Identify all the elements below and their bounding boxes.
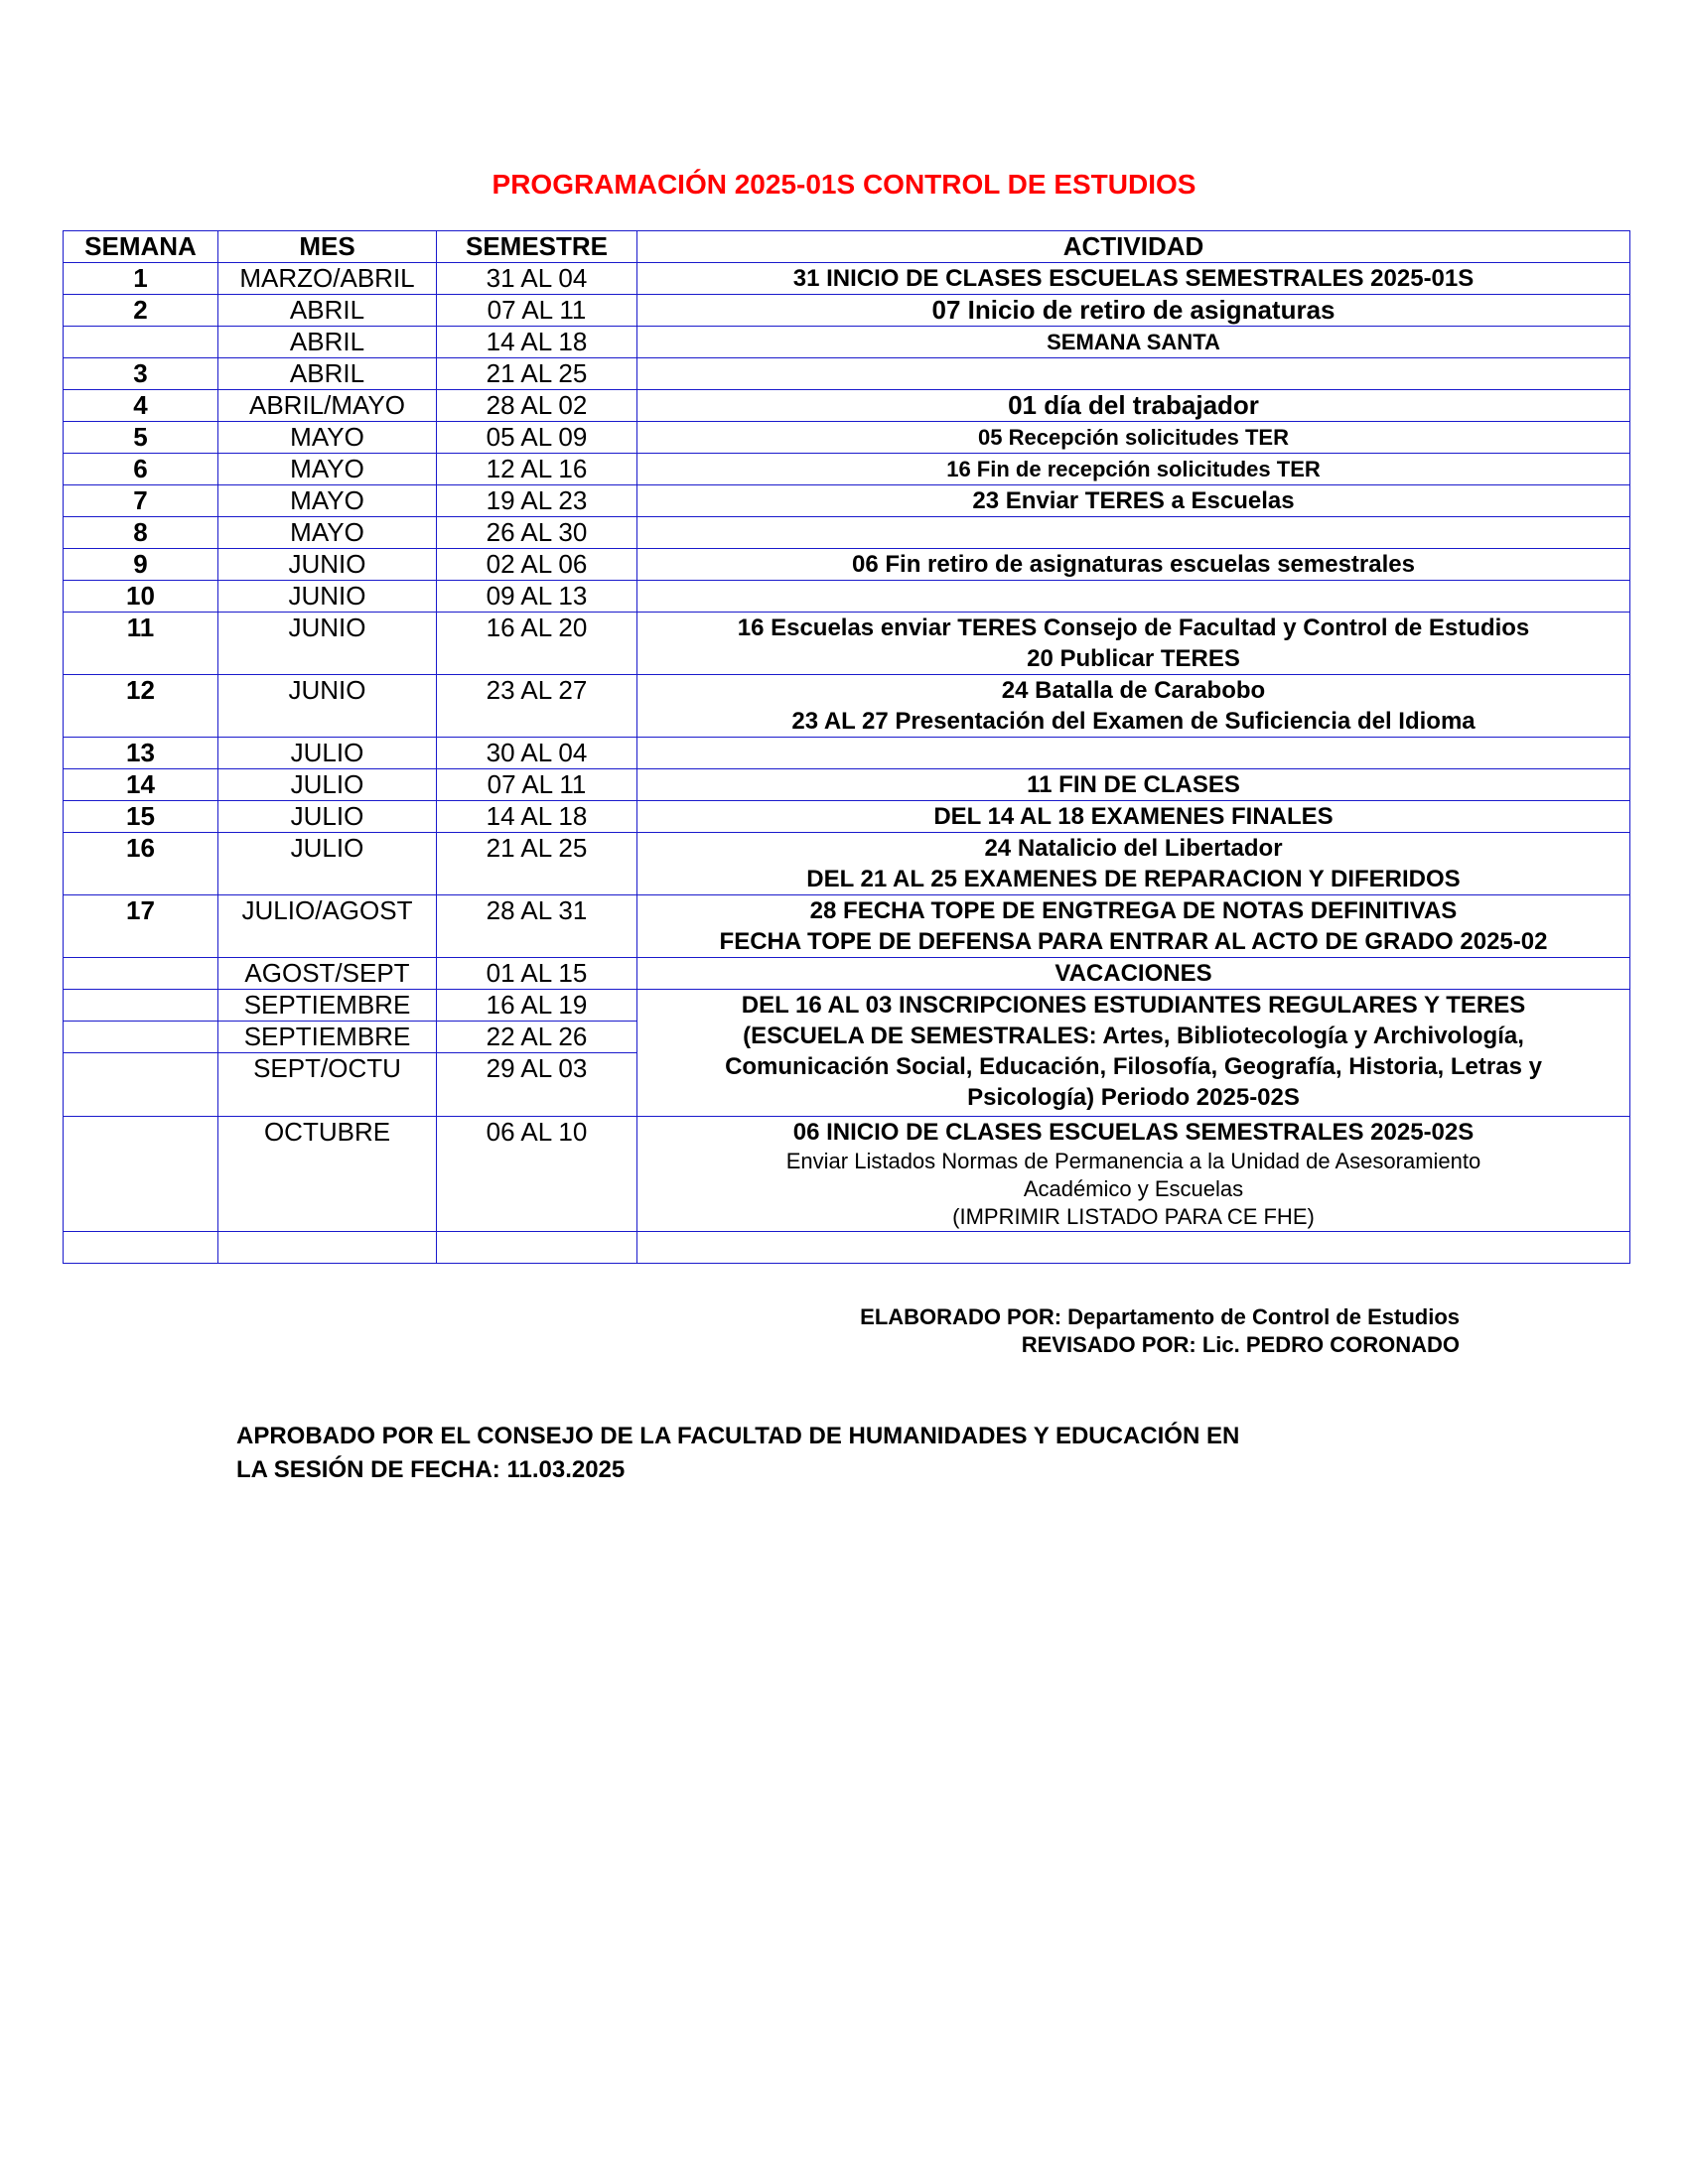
cell-mes: JUNIO	[218, 549, 437, 581]
cell-mes: SEPTIEMBRE	[218, 990, 437, 1022]
table-row	[64, 833, 1630, 895]
actividad-line: 07 Inicio de retiro de asignaturas	[931, 295, 1336, 325]
cell-semestre: 21 AL 25	[437, 358, 637, 390]
cell-mes: MAYO	[218, 454, 437, 485]
table-row	[64, 581, 1630, 613]
table-row	[64, 517, 1630, 549]
cell-semana: 6	[64, 454, 218, 485]
table-row	[64, 895, 1630, 958]
cell-semestre: 23 AL 27	[437, 675, 637, 738]
table-header-row	[64, 231, 1630, 263]
cell-semestre: 30 AL 04	[437, 738, 637, 769]
table-row	[64, 958, 1630, 990]
cell-actividad	[637, 517, 1630, 549]
cell-actividad	[637, 1117, 1630, 1232]
aprobado-line: APROBADO POR EL CONSEJO DE LA FACULTAD DE HUMANIDADES Y EDUCACIÓN EN	[236, 1423, 1240, 1449]
cell-semana	[64, 958, 218, 990]
cell-empty	[437, 1232, 637, 1264]
actividad-line: 16 Fin de recepción solicitudes TER	[946, 457, 1321, 481]
cell-semana: 7	[64, 485, 218, 517]
cell-actividad	[637, 549, 1630, 581]
cell-actividad	[637, 263, 1630, 295]
cell-actividad	[637, 958, 1630, 990]
cell-semana: 5	[64, 422, 218, 454]
cell-semestre: 07 AL 11	[437, 295, 637, 327]
actividad-line: SEMANA SANTA	[1047, 330, 1220, 354]
cell-empty	[64, 1232, 218, 1264]
cell-semestre: 01 AL 15	[437, 958, 637, 990]
table-row	[64, 263, 1630, 295]
cell-semana: 4	[64, 390, 218, 422]
table-row	[64, 769, 1630, 801]
actividad-line: 16 Escuelas enviar TERES Consejo de Facultad y Control de Estudios	[737, 614, 1530, 641]
table-row	[64, 801, 1630, 833]
table-row	[64, 613, 1630, 675]
table-row	[64, 422, 1630, 454]
cell-semana: 10	[64, 581, 218, 613]
table-row	[64, 675, 1630, 738]
elaborado-por: ELABORADO POR: Departamento de Control de Estudios	[860, 1304, 1460, 1329]
table-row	[64, 738, 1630, 769]
cell-semestre: 16 AL 19	[437, 990, 637, 1022]
table-row	[64, 990, 1630, 1022]
table-row	[64, 549, 1630, 581]
cell-semestre: 31 AL 04	[437, 263, 637, 295]
cell-semana: 14	[64, 769, 218, 801]
cell-actividad	[637, 358, 1630, 390]
cell-mes: MARZO/ABRIL	[218, 263, 437, 295]
cell-empty	[637, 1232, 1630, 1264]
cell-mes: ABRIL	[218, 358, 437, 390]
cell-actividad	[637, 738, 1630, 769]
cell-mes: JULIO	[218, 738, 437, 769]
cell-mes: JULIO/AGOST	[218, 895, 437, 958]
cell-semestre: 26 AL 30	[437, 517, 637, 549]
cell-semana: 2	[64, 295, 218, 327]
header-mes: MES	[218, 231, 437, 263]
cell-actividad	[637, 675, 1630, 738]
cell-semana: 3	[64, 358, 218, 390]
cell-semana: 9	[64, 549, 218, 581]
cell-semestre: 28 AL 31	[437, 895, 637, 958]
actividad-line: (IMPRIMIR LISTADO PARA CE FHE)	[952, 1204, 1315, 1229]
cell-mes: ABRIL/MAYO	[218, 390, 437, 422]
cell-actividad	[637, 833, 1630, 895]
actividad-line: Enviar Listados Normas de Permanencia a la Unidad de Asesoramiento	[785, 1149, 1481, 1173]
actividad-line: 23 AL 27 Presentación del Examen de Suficiencia del Idioma	[791, 708, 1476, 735]
cell-semana: 12	[64, 675, 218, 738]
cell-semestre: 12 AL 16	[437, 454, 637, 485]
actividad-line: 24 Batalla de Carabobo	[1001, 677, 1266, 704]
actividad-line: Académico y Escuelas	[1023, 1176, 1244, 1201]
cell-mes: AGOST/SEPT	[218, 958, 437, 990]
cell-mes: JUNIO	[218, 581, 437, 613]
cell-semana	[64, 327, 218, 358]
actividad-line: DEL 14 AL 18 EXAMENES FINALES	[933, 803, 1334, 830]
actividad-line: 31 INICIO DE CLASES ESCUELAS SEMESTRALES 2025-01S	[792, 265, 1475, 292]
cell-actividad	[637, 769, 1630, 801]
actividad-line: 28 FECHA TOPE DE ENGTREGA DE NOTAS DEFINITIVAS	[809, 897, 1458, 924]
header-actividad: ACTIVIDAD	[637, 231, 1630, 263]
cell-mes: SEPT/OCTU	[218, 1053, 437, 1117]
header-semestre: SEMESTRE	[437, 231, 637, 263]
cell-empty	[218, 1232, 437, 1264]
cell-semestre: 02 AL 06	[437, 549, 637, 581]
cell-mes: JULIO	[218, 833, 437, 895]
cell-semana: 11	[64, 613, 218, 675]
table-row	[64, 1117, 1630, 1232]
cell-actividad-inscripciones	[637, 990, 1630, 1117]
cell-semana	[64, 990, 218, 1022]
cell-semestre: 16 AL 20	[437, 613, 637, 675]
cell-mes: MAYO	[218, 422, 437, 454]
cell-actividad	[637, 895, 1630, 958]
cell-mes: MAYO	[218, 517, 437, 549]
aprobado-block	[236, 1420, 1239, 1487]
cell-semestre: 22 AL 26	[437, 1022, 637, 1053]
actividad-line: FECHA TOPE DE DEFENSA PARA ENTRAR AL ACTO DE GRADO 2025-02	[719, 928, 1548, 955]
cell-semana: 16	[64, 833, 218, 895]
cell-semana: 8	[64, 517, 218, 549]
table-row-empty	[64, 1232, 1630, 1264]
cell-actividad	[637, 801, 1630, 833]
table-row	[64, 485, 1630, 517]
actividad-line: (ESCUELA DE SEMESTRALES: Artes, Bibliotecología y Archivología,	[743, 1023, 1524, 1049]
actividad-line: 24 Natalicio del Libertador	[984, 835, 1283, 862]
cell-semana	[64, 1117, 218, 1232]
aprobado-line: LA SESIÓN DE FECHA: 11.03.2025	[236, 1456, 626, 1483]
cell-mes: JULIO	[218, 769, 437, 801]
cell-actividad	[637, 295, 1630, 327]
actividad-line: 23 Enviar TERES a Escuelas	[972, 487, 1295, 514]
cell-semestre: 28 AL 02	[437, 390, 637, 422]
actividad-line: 01 día del trabajador	[1008, 390, 1259, 420]
table-row	[64, 358, 1630, 390]
table-row	[64, 295, 1630, 327]
cell-actividad	[637, 390, 1630, 422]
cell-mes: SEPTIEMBRE	[218, 1022, 437, 1053]
actividad-line: 06 INICIO DE CLASES ESCUELAS SEMESTRALES 2025-02S	[792, 1119, 1475, 1146]
cell-semana: 17	[64, 895, 218, 958]
cell-mes: ABRIL	[218, 327, 437, 358]
cell-semana	[64, 1053, 218, 1117]
cell-semestre: 21 AL 25	[437, 833, 637, 895]
actividad-line: 11 FIN DE CLASES	[1027, 771, 1240, 798]
cell-actividad	[637, 422, 1630, 454]
actividad-line: VACACIONES	[1055, 960, 1212, 987]
cell-mes: OCTUBRE	[218, 1117, 437, 1232]
cell-semana: 1	[64, 263, 218, 295]
cell-actividad	[637, 454, 1630, 485]
cell-mes: ABRIL	[218, 295, 437, 327]
actividad-line: Psicología) Periodo 2025-02S	[967, 1084, 1300, 1111]
cell-actividad	[637, 327, 1630, 358]
cell-semana: 13	[64, 738, 218, 769]
schedule-table	[63, 230, 1630, 1264]
cell-mes: JUNIO	[218, 613, 437, 675]
cell-semestre: 29 AL 03	[437, 1053, 637, 1117]
table-row	[64, 327, 1630, 358]
actividad-line: 06 Fin retiro de asignaturas escuelas semestrales	[852, 551, 1415, 578]
page-title: PROGRAMACIÓN 2025-01S CONTROL DE ESTUDIOS	[492, 169, 1196, 200]
cell-semestre: 06 AL 10	[437, 1117, 637, 1232]
cell-actividad	[637, 485, 1630, 517]
cell-mes: JUNIO	[218, 675, 437, 738]
revisado-por: REVISADO POR: Lic. PEDRO CORONADO	[1021, 1332, 1460, 1357]
cell-mes: MAYO	[218, 485, 437, 517]
cell-semestre: 14 AL 18	[437, 801, 637, 833]
cell-semestre: 05 AL 09	[437, 422, 637, 454]
actividad-line: DEL 21 AL 25 EXAMENES DE REPARACION Y DIFERIDOS	[806, 866, 1461, 892]
cell-semestre: 19 AL 23	[437, 485, 637, 517]
cell-actividad	[637, 581, 1630, 613]
cell-semestre: 09 AL 13	[437, 581, 637, 613]
cell-mes: JULIO	[218, 801, 437, 833]
actividad-line: DEL 16 AL 03 INSCRIPCIONES ESTUDIANTES REGULARES Y TERES	[741, 992, 1526, 1019]
cell-semestre: 14 AL 18	[437, 327, 637, 358]
actividad-line: 20 Publicar TERES	[1027, 645, 1240, 672]
table-row	[64, 390, 1630, 422]
cell-semana: 15	[64, 801, 218, 833]
table-row	[64, 454, 1630, 485]
header-semana: SEMANA	[64, 231, 218, 263]
actividad-line: Comunicación Social, Educación, Filosofía, Geografía, Historia, Letras y	[725, 1053, 1542, 1080]
actividad-line: 05 Recepción solicitudes TER	[978, 425, 1289, 450]
cell-semana	[64, 1022, 218, 1053]
cell-semestre: 07 AL 11	[437, 769, 637, 801]
cell-actividad	[637, 613, 1630, 675]
